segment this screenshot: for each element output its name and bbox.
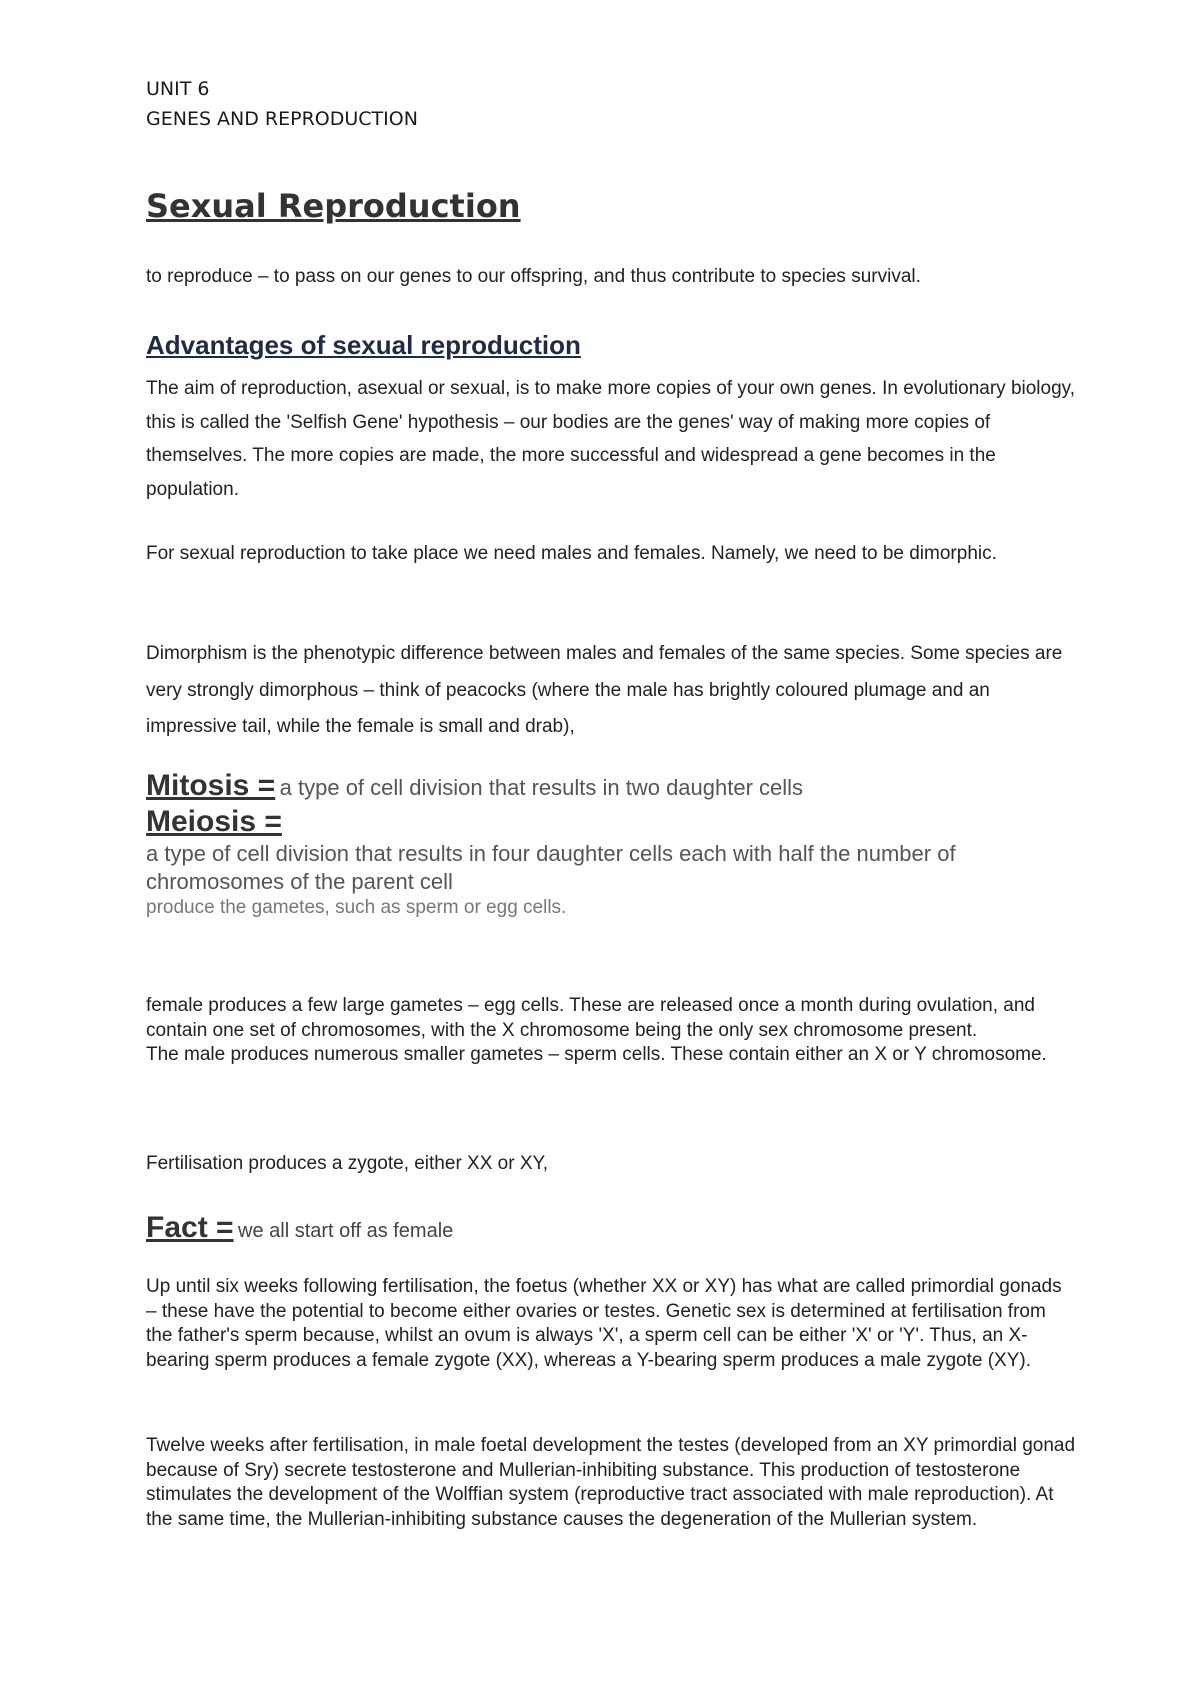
mitosis-term: Mitosis = [146,769,276,802]
dimorphic-paragraph: For sexual reproduction to take place we need males and females. Namely, we need to be dimorphic. [146,543,997,564]
intro-paragraph: to reproduce – to pass on our genes to our offspring, and thus contribute to species survival. [146,266,921,287]
meiosis-text: a type of cell division that results in four daughter cells each with half the number of chromosomes of the parent cell [146,841,956,894]
unit-number: UNIT 6 [146,78,210,100]
male-gametes-text: The male produces numerous smaller gametes – sperm cells. These contain either an X or Y chromosome. [146,1044,1047,1065]
primordial-gonads-paragraph: Up until six weeks following fertilisation, the foetus (whether XX or XY) has what are called primordial gonads – these have the potential to become either ovaries or testes. Genetic sex is determined at fertilisation from the father's sperm because, whilst an ovum is always 'X', a sperm cell can be either 'X' or 'Y'. Thus, an X-bearing sperm produces a female zygote (XX), whereas a Y-bearing sperm produces a male zygote (XY). [146,1276,1062,1371]
selfish-gene-paragraph: The aim of reproduction, asexual or sexual, is to make more copies of your own genes. In evolutionary biology, this is called the 'Selfish Gene' hypothesis – our bodies are the genes' way of making more copies of themselves. The more copies are made, the more successful and widespread a gene becomes in the population. [146,378,1076,500]
page-title: Sexual Reproduction [146,187,521,225]
fertilisation-text: Fertilisation produces a zygote, either XX or XY, [146,1153,549,1174]
unit-header [146,74,1076,134]
female-gametes-text: female produces a few large gametes – egg cells. These are released once a month during ovulation, and contain one set of chromosomes, with the X chromosome being the only sex chromosome present. [146,995,1035,1041]
gametes-section [146,994,1076,1068]
meiosis-subtext: produce the gametes, such as sperm or egg cells. [146,897,567,918]
advantages-heading: Advantages of sexual reproduction [146,330,581,360]
fact-term: Fact = [146,1211,234,1244]
unit-topic: GENES AND REPRODUCTION [146,108,418,130]
fact-text: we all start off as female [238,1220,454,1242]
meiosis-term: Meiosis = [146,805,282,838]
dimorphism-paragraph: Dimorphism is the phenotypic difference between males and females of the same species. Some species are very strongly dimorphous – think of peacocks (where the male has brightly coloured plumage and an impressive tail, while the female is small and drab), [146,643,1063,737]
mitosis-text: a type of cell division that results in two daughter cells [279,775,804,800]
fact-line [146,1208,1076,1253]
testosterone-paragraph: Twelve weeks after fertilisation, in male foetal development the testes (developed from an XY primordial gonad because of Sry) secrete testosterone and Mullerian-inhibiting substance. This production of testosterone stimulates the development of the Wolffian system (reproductive tract associated with male reproduction). At the same time, the Mullerian-inhibiting substance causes the degeneration of the Mullerian system. [146,1435,1076,1530]
